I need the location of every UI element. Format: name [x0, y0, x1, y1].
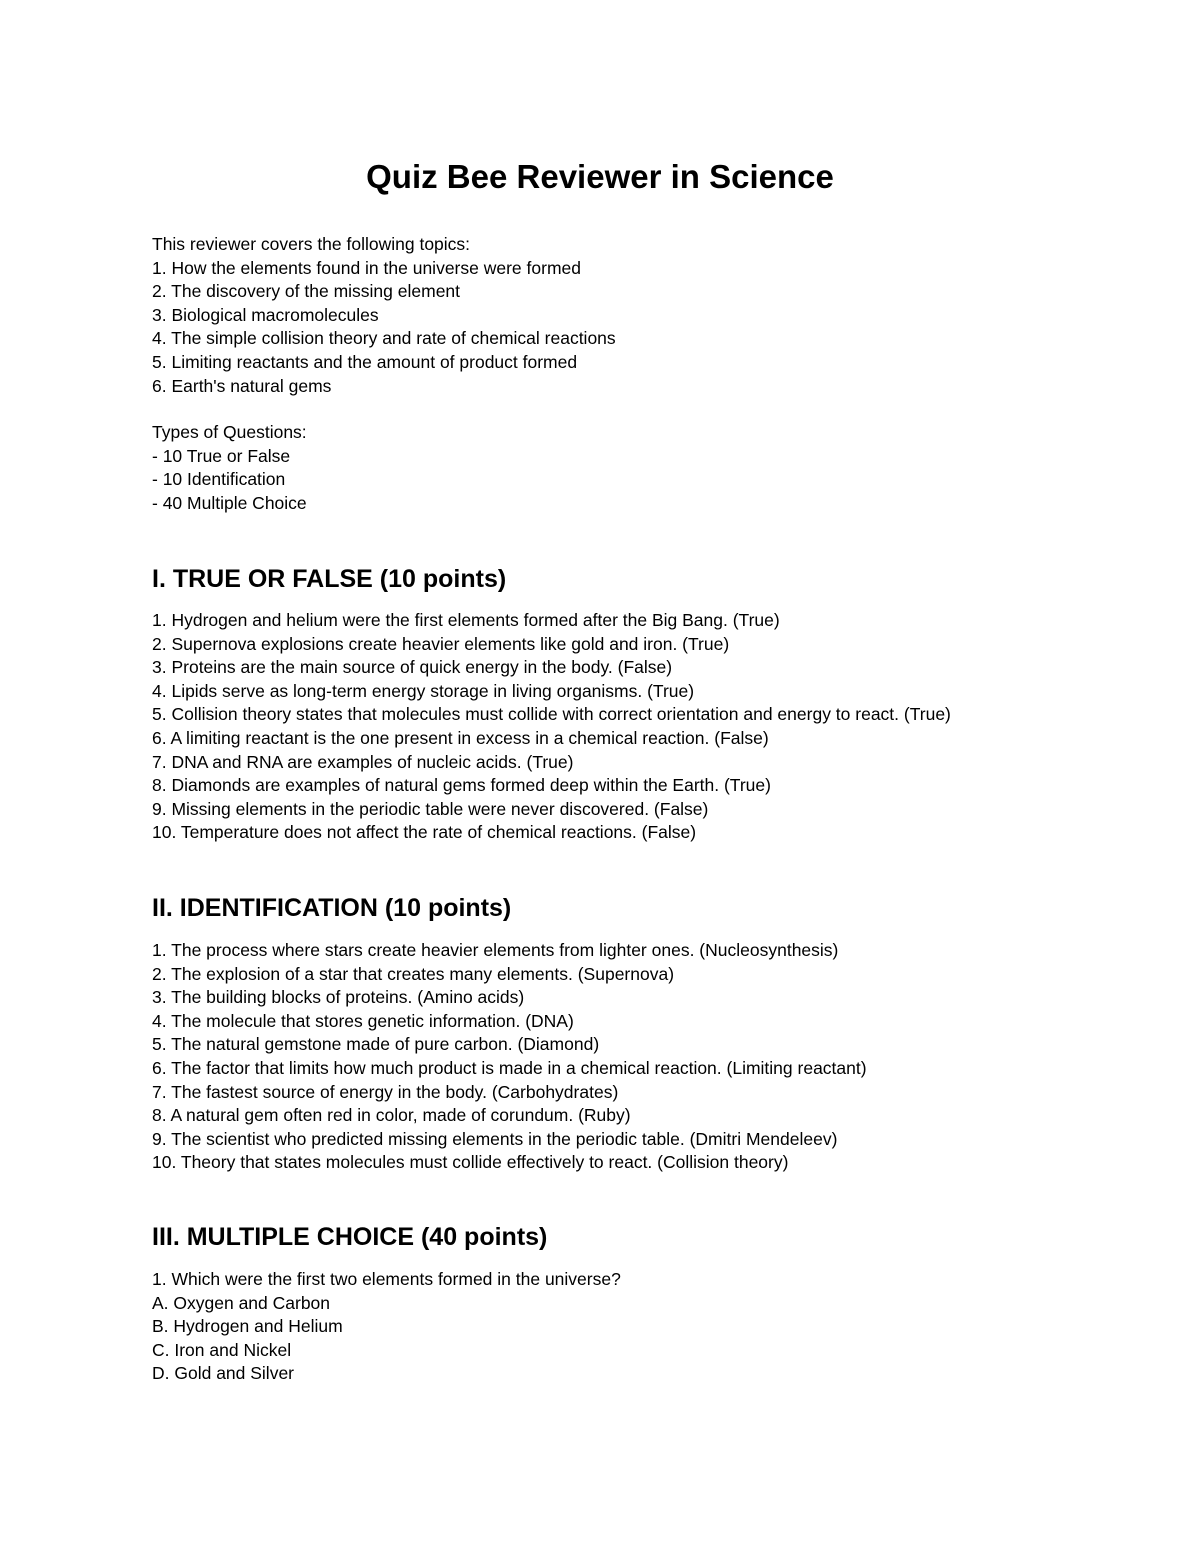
topic-item: 3. Biological macromolecules	[152, 304, 379, 325]
identification-list	[152, 939, 867, 1175]
section-heading-identification: II. IDENTIFICATION (10 points)	[152, 894, 512, 922]
topic-item: 5. Limiting reactants and the amount of product formed	[152, 351, 578, 372]
topic-item: 2. The discovery of the missing element	[152, 281, 461, 302]
list-item: 10. Theory that states molecules must collide effectively to react. (Collision theory)	[152, 1152, 789, 1173]
choice-item: C. Iron and Nickel	[152, 1339, 292, 1360]
question-type-item: - 10 True or False	[152, 445, 291, 466]
list-item: 3. The building blocks of proteins. (Amino acids)	[152, 987, 525, 1008]
list-item: 9. The scientist who predicted missing elements in the periodic table. (Dmitri Mendeleev)	[152, 1128, 838, 1149]
list-item: 2. Supernova explosions create heavier elements like gold and iron. (True)	[152, 633, 730, 654]
multiple-choice-list	[152, 1268, 621, 1386]
topic-item: 6. Earth's natural gems	[152, 375, 332, 396]
list-item: 5. Collision theory states that molecules must collide with correct orientation and energy to react. (True)	[152, 704, 951, 725]
choice-item: A. Oxygen and Carbon	[152, 1292, 331, 1313]
true-false-list	[152, 609, 951, 845]
list-item: 9. Missing elements in the periodic table were never discovered. (False)	[152, 798, 709, 819]
list-item: 5. The natural gemstone made of pure carbon. (Diamond)	[152, 1034, 600, 1055]
question-types-block	[152, 421, 307, 515]
question-type-item: - 40 Multiple Choice	[152, 492, 307, 513]
list-item: 8. Diamonds are examples of natural gems formed deep within the Earth. (True)	[152, 775, 771, 796]
list-item: 2. The explosion of a star that creates many elements. (Supernova)	[152, 963, 675, 984]
list-item: 10. Temperature does not affect the rate of chemical reactions. (False)	[152, 822, 697, 843]
choice-item: D. Gold and Silver	[152, 1363, 295, 1384]
topics-block	[152, 233, 616, 398]
topic-item: 1. How the elements found in the universe were formed	[152, 257, 581, 278]
topic-item: 4. The simple collision theory and rate of chemical reactions	[152, 328, 616, 349]
list-item: 1. The process where stars create heavier elements from lighter ones. (Nucleosynthesis)	[152, 940, 839, 960]
topics-lead: This reviewer covers the following topics:	[152, 234, 471, 254]
section-heading-multiple-choice: III. MULTIPLE CHOICE (40 points)	[152, 1223, 548, 1251]
choice-item: B. Hydrogen and Helium	[152, 1316, 343, 1337]
list-item: 7. The fastest source of energy in the body. (Carbohydrates)	[152, 1081, 619, 1102]
question-item: 1. Which were the first two elements formed in the universe?	[152, 1269, 621, 1289]
list-item: 6. A limiting reactant is the one present in excess in a chemical reaction. (False)	[152, 727, 769, 748]
list-item: 7. DNA and RNA are examples of nucleic acids. (True)	[152, 751, 574, 772]
list-item: 4. The molecule that stores genetic information. (DNA)	[152, 1010, 574, 1031]
question-types-lead: Types of Questions:	[152, 422, 307, 442]
page-title: Quiz Bee Reviewer in Science	[366, 158, 834, 195]
question-type-item: - 10 Identification	[152, 469, 286, 490]
section-heading-true-false: I. TRUE OR FALSE (10 points)	[152, 565, 507, 593]
list-item: 6. The factor that limits how much product is made in a chemical reaction. (Limiting reactant)	[152, 1057, 867, 1078]
list-item: 3. Proteins are the main source of quick energy in the body. (False)	[152, 657, 673, 678]
list-item: 1. Hydrogen and helium were the first elements formed after the Big Bang. (True)	[152, 610, 780, 630]
list-item: 8. A natural gem often red in color, made of corundum. (Ruby)	[152, 1105, 631, 1126]
list-item: 4. Lipids serve as long-term energy storage in living organisms. (True)	[152, 680, 695, 701]
